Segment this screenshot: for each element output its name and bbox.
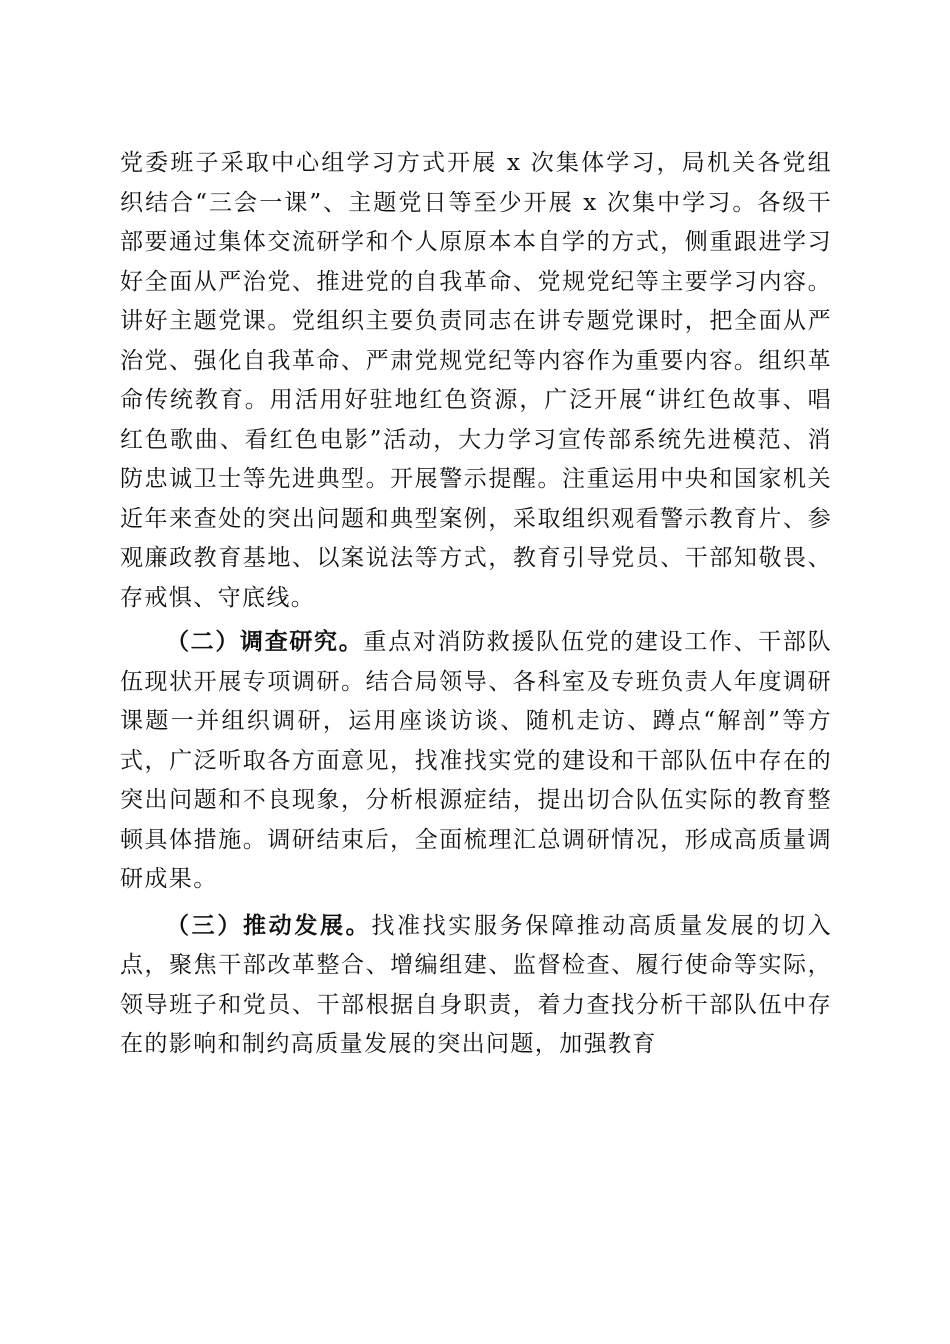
paragraph-research [120, 622, 832, 900]
section-heading-development: （三）推动发展。 [166, 911, 372, 939]
section-heading-research: （二）调查研究。 [166, 628, 364, 655]
paragraph-text: 找准找实服务保障推动高质量发展的切入点，聚焦干部改革整合、增编组建、监督检查、履行使命等实际，领导班子和党员、干部根据自身职责，着力查找分析干部队伍中存在的影响和制约高质量发展的突出问题，加强教育 [120, 912, 832, 1057]
paragraph-study [120, 144, 832, 618]
document-body [120, 144, 832, 1065]
paragraph-text: 党委班子采取中心组学习方式开展 x 次集体学习，局机关各党组织结合“三会一课”、主题党日等至少开展 x 次集中学习。各级干部要通过集体交流研学和个人原原本本自学的方式，侧重跟进学习好全面从严治党、推进党的自我革命、党规党纪等主要学习内容。讲好主题党课。党组织主要负责同志在讲专题党课时，把全面从严治党、强化自我革命、严肃党规党纪等内容作为重要内容。组织革命传统教育。用活用好驻地红色资源，广泛开展“讲红色故事、唱红色歌曲、看红色电影”活动，大力学习宣传部系统先进模范、消防忠诚卫士等先进典型。开展警示提醒。注重运用中央和国家机关近年来查处的突出问题和典型案例，采取组织观看警示教育片、参观廉政教育基地、以案说法等方式，教育引导党员、干部知敬畏、存戒惧、守底线。 [120, 150, 832, 611]
paragraph-text: 重点对消防救援队伍党的建设工作、干部队伍现状开展专项调研。结合局领导、各科室及专班负责人年度调研课题一并组织调研，运用座谈访谈、随机走访、蹲点“解剖”等方式，广泛听取各方面意见，找准找实党的建设和干部队伍中存在的突出问题和不良现象，分析根源症结，提出切合队伍实际的教育整顿具体措施。调研结束后，全面梳理汇总调研情况，形成高质量调研成果。 [120, 629, 832, 892]
paragraph-development [120, 906, 832, 1065]
